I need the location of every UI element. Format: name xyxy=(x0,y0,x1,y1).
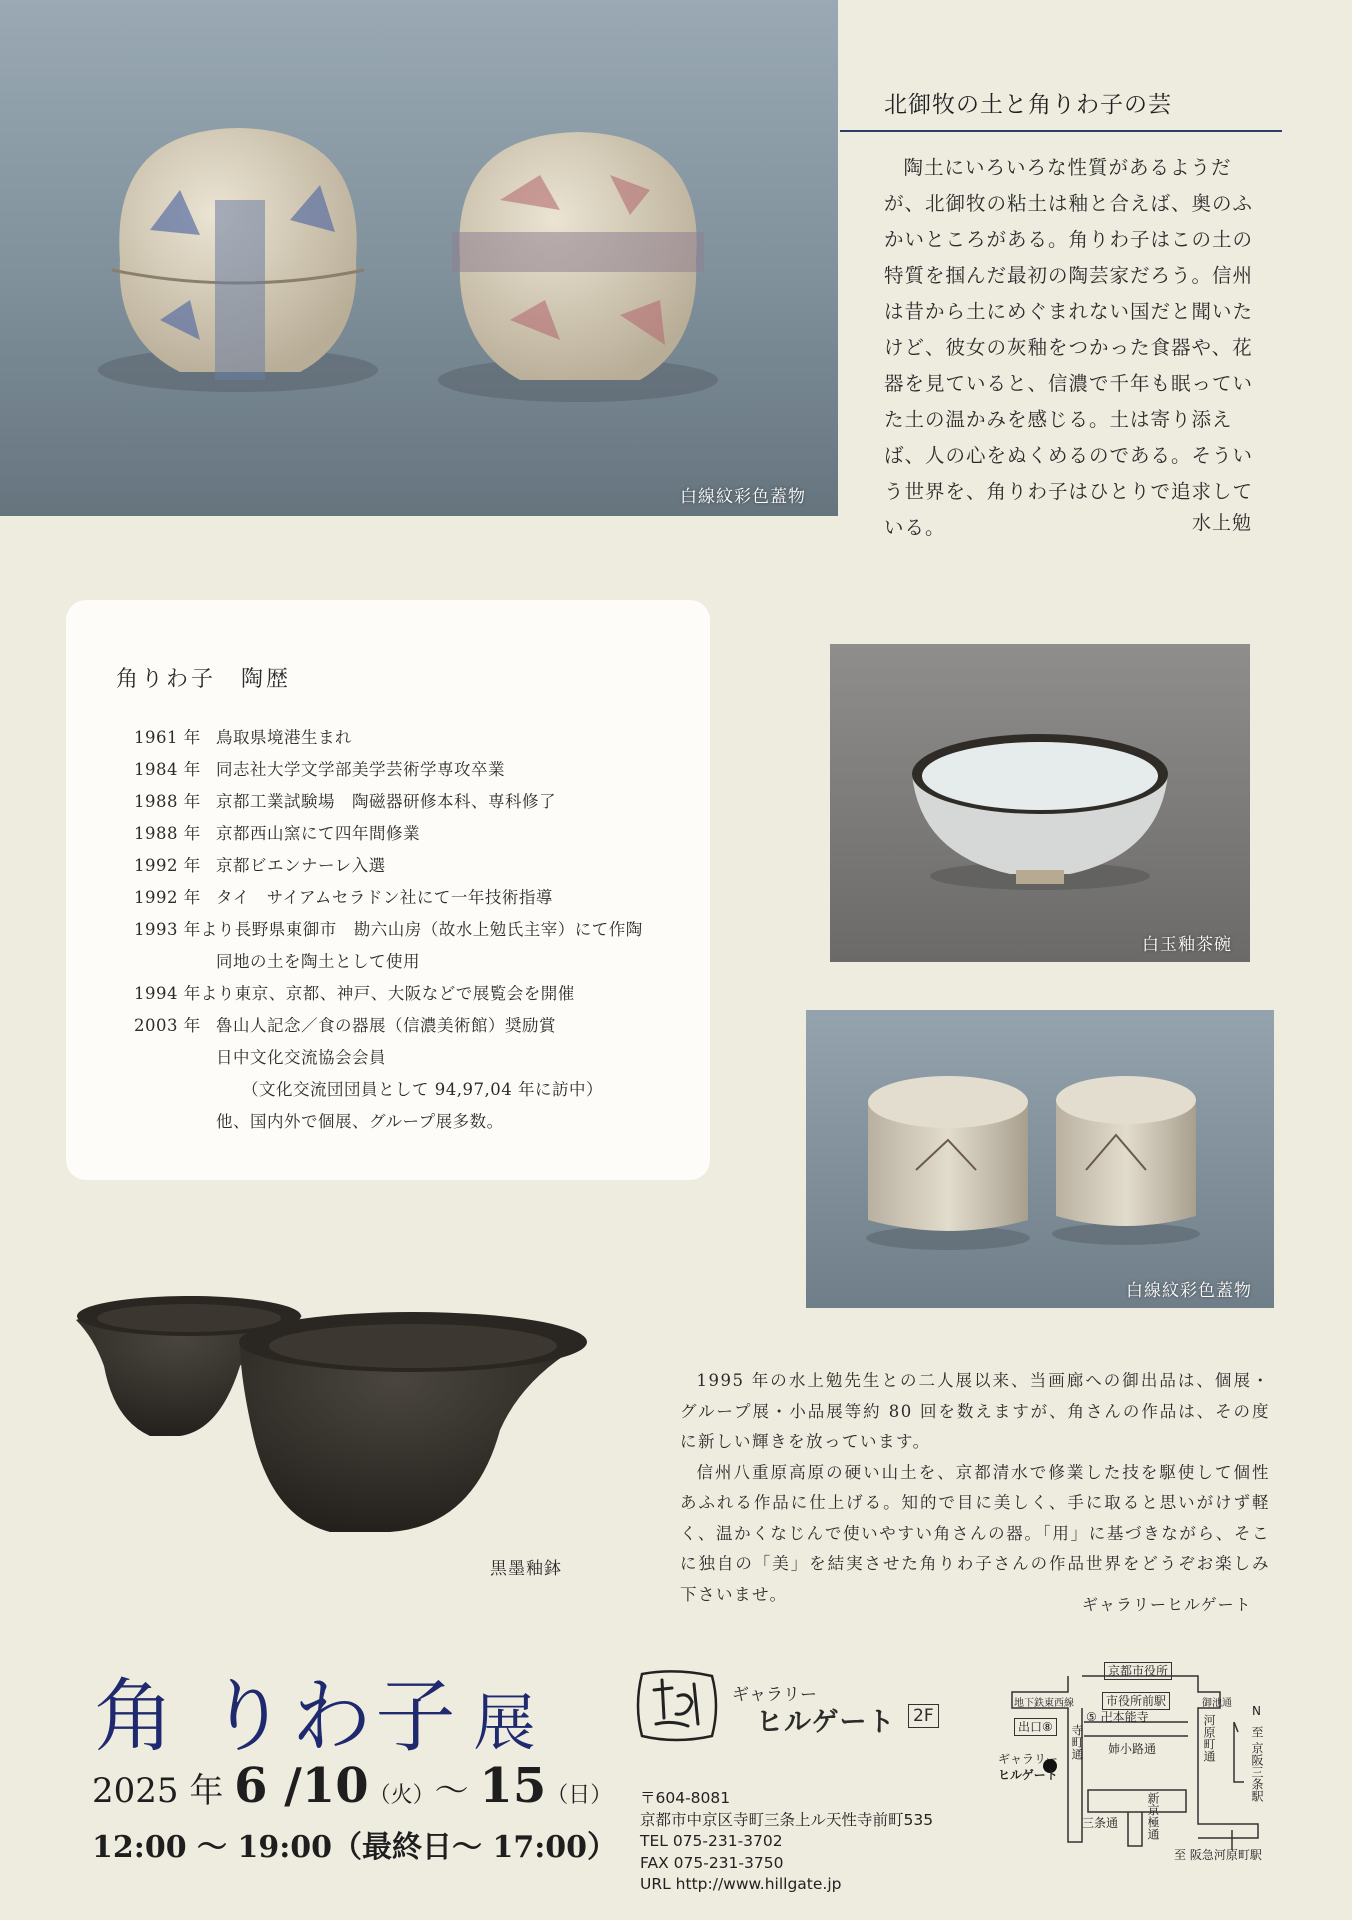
career-row xyxy=(134,978,694,1010)
career-title: 角りわ子 陶歴 xyxy=(116,667,292,692)
career-year: 1992 年 xyxy=(134,856,201,875)
essay-divider xyxy=(840,130,1282,132)
lidded-jars-illustration xyxy=(0,0,838,516)
photo-lidded-jars-top xyxy=(0,0,838,516)
map-anekoji-street: 姉小路通 xyxy=(1108,1742,1157,1756)
exhibition-suffix: 展 xyxy=(473,1686,536,1759)
career-text: 日中文化交流協会会員 xyxy=(216,1048,386,1067)
map-shinkyogoku-street: 新京極通 xyxy=(1146,1792,1160,1840)
photo-caption: 白線紋彩色蓋物 xyxy=(1126,1281,1252,1301)
access-map xyxy=(998,1662,1276,1862)
map-exit: 出口⑧ xyxy=(1014,1718,1057,1736)
gallery-note-paragraph: 信州八重原高原の硬い山土を、京都清水で修業した技を駆使して個性あふれる作品に仕上げる。知的で目に美しく、手に取ると思いがけず軽く、温かくなじんで使いやすい角さんの器。「用」に基づきながら、そこに独自の「美」を結実させた角りわ子さんの作品世界をどうぞお楽しみ下さいませ。 xyxy=(680,1462,1270,1604)
street-address: 京都市中京区寺町三条上ル天性寺前町535 xyxy=(640,1810,934,1829)
career-row xyxy=(134,882,694,914)
map-north-icon: N xyxy=(1252,1704,1261,1718)
career-row xyxy=(134,1010,694,1042)
career-text: 鳥取県境港生まれ xyxy=(216,728,352,747)
essay-title: 北御牧の土と角りわ子の芸 xyxy=(884,92,1172,118)
map-oike-street: 御池通 xyxy=(1202,1698,1232,1709)
gallery-floor-badge: 2F xyxy=(908,1704,939,1728)
gallery-address-block xyxy=(640,1788,933,1896)
start-weekday: （火） xyxy=(368,1783,435,1808)
career-text: 京都工業試験場 陶磁器研修本科、専科修了 xyxy=(216,792,556,811)
photo-caption: 黒墨釉鉢 xyxy=(490,1559,562,1579)
career-text: 長野県東御市 勘六山房（故水上勉氏主宰）にて作陶 xyxy=(234,920,643,939)
map-gallery-label: ギャラリー xyxy=(998,1752,1059,1766)
map-keihan-direction: 至 京阪三条駅 xyxy=(1250,1726,1264,1802)
map-gallery-name: ヒルゲート xyxy=(998,1768,1058,1782)
career-year: 2003 年 xyxy=(134,1016,201,1035)
career-year: 1994 年より xyxy=(134,984,235,1003)
career-row xyxy=(134,722,694,754)
career-year: 1988 年 xyxy=(134,792,201,811)
career-year: 1988 年 xyxy=(134,824,201,843)
career-row xyxy=(134,754,694,786)
fax: FAX 075-231-3750 xyxy=(640,1853,784,1872)
photo-caption: 白玉釉茶碗 xyxy=(1142,935,1232,955)
exhibition-hours: 12:00 〜 19:00（最終日〜 17:00） xyxy=(92,1830,618,1865)
map-kawaramachi-street: 河原町通 xyxy=(1202,1714,1216,1762)
career-year: 1961 年 xyxy=(134,728,201,747)
start-date: 6 /10 xyxy=(234,1758,369,1814)
end-weekday: （日） xyxy=(546,1783,613,1808)
essay-author: 水上勉 xyxy=(1192,512,1253,534)
gallery-name: ヒルゲート xyxy=(756,1707,896,1738)
gallery-note xyxy=(680,1366,1270,1610)
photo-caption: 白線紋彩色蓋物 xyxy=(680,487,806,507)
end-date: 15 xyxy=(479,1758,547,1814)
map-subway-line: 地下鉄東西線 xyxy=(1014,1698,1074,1709)
career-text: 魯山人記念／食の器展（信濃美術館）奨励賞 xyxy=(216,1016,556,1035)
career-row xyxy=(134,1106,694,1138)
career-text: 京都ビエンナーレ入選 xyxy=(216,856,386,875)
tea-bowl-illustration xyxy=(830,644,1250,962)
map-city-hall: 京都市役所 xyxy=(1104,1662,1172,1680)
map-teramachi-street: 寺町通 xyxy=(1070,1724,1084,1760)
career-text: 他、国内外で個展、グループ展多数。 xyxy=(216,1112,504,1131)
career-row xyxy=(134,818,694,850)
career-year: 1992 年 xyxy=(134,888,201,907)
career-year: 1993 年より xyxy=(134,920,235,939)
photo-white-tea-bowl xyxy=(830,644,1250,962)
career-text: 京都西山窯にて四年間修業 xyxy=(216,824,420,843)
photo-lidded-containers xyxy=(806,1010,1274,1308)
gallery-note-paragraph: 1995 年の水上勉先生との二人展以来、当画廊への御出品は、個展・グループ展・小品展等約 80 回を数えますが、角さんの作品は、その度に新しい輝きを放っています。 xyxy=(680,1371,1270,1451)
exhibition-title xyxy=(94,1652,535,1767)
exhibition-year: 2025 年 xyxy=(92,1771,224,1811)
gallery-label: ギャラリー xyxy=(732,1685,817,1705)
career-text: （文化交流団団員として 94,97,04 年に訪中） xyxy=(242,1080,603,1099)
date-separator: 〜 xyxy=(434,1771,469,1811)
career-row xyxy=(134,946,694,978)
gallery-note-signature: ギャラリーヒルゲート xyxy=(1082,1595,1252,1614)
career-text: タイ サイアムセラドン社にて一年技術指導 xyxy=(216,888,553,907)
career-row xyxy=(134,914,694,946)
postal-code: 〒604-8081 xyxy=(640,1789,731,1807)
gallery-seal-logo xyxy=(632,1666,722,1746)
career-row xyxy=(134,1074,694,1106)
career-text: 同地の土を陶土として使用 xyxy=(216,952,420,971)
essay-body: 陶土にいろいろな性質があるようだが、北御牧の粘土は釉と合えば、奥のふかいところがある。角りわ子はこの土の特質を掴んだ最初の陶芸家だろう。信州は昔から土にめぐまれない国だと聞いたけど、彼女の灰釉をつかった食器や、花器を見ていると、信濃で千年も眠っていた土の温かみを感じる。土は寄り添えば、人の心をぬくめるのである。そういう世界を、角りわ子はひとりで追求している。 xyxy=(884,156,1254,539)
career-list xyxy=(134,722,694,1138)
map-station: 市役所前駅 xyxy=(1102,1692,1170,1710)
black-bowls-illustration xyxy=(70,1280,590,1560)
career-year: 1984 年 xyxy=(134,760,201,779)
exhibition-dates xyxy=(92,1758,612,1814)
career-row xyxy=(134,850,694,882)
career-row xyxy=(134,1042,694,1074)
career-text: 同志社大学文学部美学芸術学専攻卒業 xyxy=(216,760,505,779)
artist-name: 角 りわ子 xyxy=(94,1670,460,1763)
map-hankyu-direction: 至 阪急河原町駅 xyxy=(1174,1848,1262,1862)
career-row xyxy=(134,786,694,818)
lidded-containers-illustration xyxy=(806,1010,1274,1308)
map-honnoji: ⑤ 卍本能寺 xyxy=(1086,1710,1149,1724)
website-link[interactable]: URL http://www.hillgate.jp xyxy=(640,1875,842,1893)
map-sanjo-street: 三条通 xyxy=(1082,1816,1119,1830)
telephone: TEL 075-231-3702 xyxy=(640,1832,783,1850)
career-text: 東京、京都、神戸、大阪などで展覧会を開催 xyxy=(234,984,575,1003)
